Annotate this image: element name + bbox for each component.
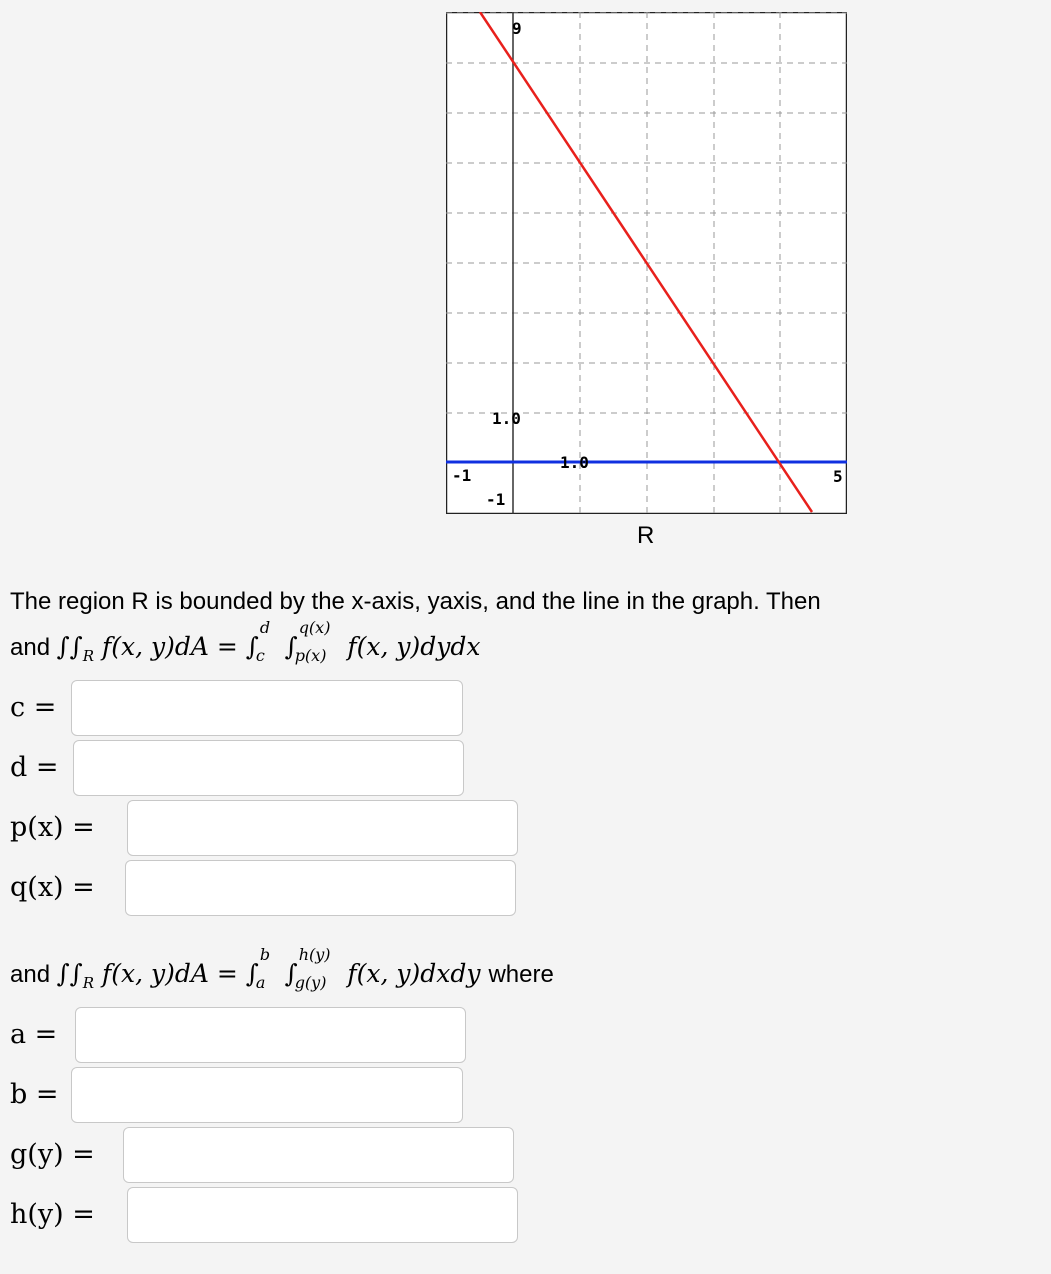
double-integral-lhs-2: $\int\int_R$ f(x, y)dA =	[56, 959, 238, 992]
outer-lower-limit: c	[255, 646, 265, 665]
tick-label-y-max: 9	[512, 19, 522, 38]
field-label-h: h(y) =	[10, 1199, 95, 1230]
and-word-2: and	[10, 961, 51, 988]
outer-upper-limit: d	[259, 618, 271, 637]
second-integral-line	[10, 945, 554, 992]
outer-lower-limit-2: a	[255, 973, 266, 992]
iterated-integral	[245, 618, 481, 665]
a-input[interactable]	[75, 1007, 466, 1063]
integrand: f(x, y)dydx	[347, 632, 481, 661]
problem-statement: The region R is bounded by the x-axis, yaxis, and the line in the graph. Then	[10, 588, 821, 615]
field-label-b: b =	[10, 1079, 59, 1110]
where-word: where	[488, 961, 554, 988]
outer-integral-2: ∫ b a	[245, 945, 271, 992]
graph-caption: R	[637, 522, 655, 549]
iterated-integral-2	[245, 945, 489, 992]
outer-integral: ∫ d c	[245, 618, 271, 665]
tick-label-y-one: 1.0	[492, 409, 521, 428]
tick-label-x-max: 5	[833, 467, 843, 486]
inner-upper-limit: q(x)	[298, 618, 331, 637]
c-input[interactable]	[71, 680, 463, 736]
p-input[interactable]	[127, 800, 518, 856]
inner-lower-limit-2: g(y)	[294, 973, 327, 992]
tick-label-y-min: -1	[486, 490, 506, 509]
tick-label-x-min: -1	[452, 466, 472, 485]
field-label-q: q(x) =	[10, 872, 95, 903]
field-label-p: p(x) =	[10, 812, 95, 843]
outer-upper-limit-2: b	[259, 945, 271, 964]
h-input[interactable]	[127, 1187, 518, 1243]
inner-integral-2: ∫ h(y) g(y)	[284, 945, 331, 992]
integrand-2: f(x, y)dxdy	[347, 959, 481, 988]
b-input[interactable]	[71, 1067, 463, 1123]
field-label-d: d =	[10, 752, 59, 783]
d-input[interactable]	[73, 740, 464, 796]
double-integral-lhs: $\int\int_R$ f(x, y)dA =	[56, 632, 238, 665]
lhs-expression: f(x, y)dA =	[102, 632, 238, 661]
field-label-a: a =	[10, 1019, 58, 1050]
field-label-g: g(y) =	[10, 1139, 95, 1170]
inner-upper-limit-2: h(y)	[298, 945, 331, 964]
inner-lower-limit: p(x)	[294, 646, 327, 665]
graph	[446, 12, 847, 514]
graph-canvas	[446, 12, 847, 514]
region-subscript-2: R	[82, 974, 95, 992]
first-integral-line	[10, 618, 481, 665]
region-subscript: R	[82, 647, 95, 665]
lhs-expression-2: f(x, y)dA =	[102, 959, 238, 988]
tick-label-x-one: 1.0	[560, 453, 589, 472]
g-input[interactable]	[123, 1127, 514, 1183]
and-word: and	[10, 634, 51, 661]
field-label-c: c =	[10, 692, 57, 723]
inner-integral: ∫ q(x) p(x)	[284, 618, 331, 665]
q-input[interactable]	[125, 860, 516, 916]
